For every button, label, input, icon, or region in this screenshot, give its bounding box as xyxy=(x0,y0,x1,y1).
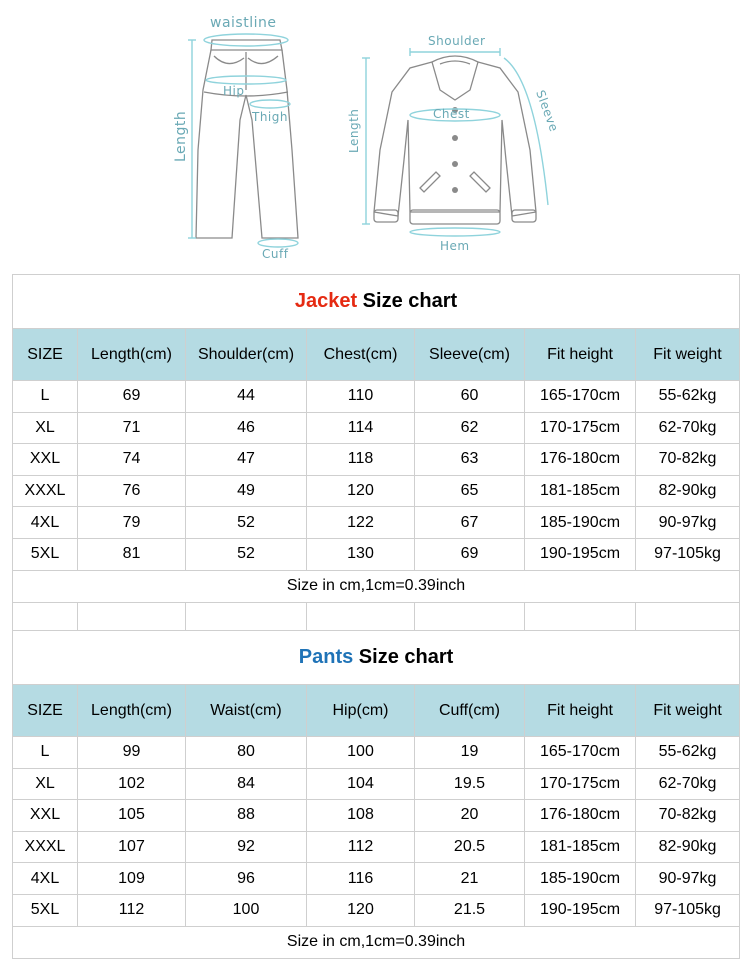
jacket-table-cell: 49 xyxy=(186,475,307,507)
pants-table-cell: 170-175cm xyxy=(525,768,636,800)
jacket-table-row xyxy=(13,507,740,539)
pants-header-cell: Waist(cm) xyxy=(186,685,307,737)
jacket-header-cell: SIZE xyxy=(13,329,78,381)
jacket-table-cell: XXL xyxy=(13,444,78,476)
pants-table-cell: 100 xyxy=(307,737,415,769)
pants-size-table xyxy=(12,630,740,959)
pants-table-cell: 19 xyxy=(415,737,525,769)
pants-length-label: Length xyxy=(173,110,189,162)
jacket-table-cell: 62 xyxy=(415,412,525,444)
jacket-table-cell: 170-175cm xyxy=(525,412,636,444)
pants-table-cell: 104 xyxy=(307,768,415,800)
spacer-row xyxy=(13,602,740,633)
pants-table-cell: 107 xyxy=(78,831,186,863)
jacket-table-cell: 71 xyxy=(78,412,186,444)
pants-table-cell: 165-170cm xyxy=(525,737,636,769)
jacket-length-label: Length xyxy=(347,108,361,153)
pants-hip-label: Hip xyxy=(223,84,245,98)
pants-table-cell: 80 xyxy=(186,737,307,769)
jacket-table-cell: 114 xyxy=(307,412,415,444)
jacket-table-cell: 52 xyxy=(186,538,307,570)
jacket-table-cell: 60 xyxy=(415,381,525,413)
jacket-title-word: Jacket xyxy=(294,290,358,312)
jacket-table-cell: 185-190cm xyxy=(525,507,636,539)
pants-table-cell: XL xyxy=(13,768,78,800)
pants-table-cell: 62-70kg xyxy=(636,768,740,800)
pants-table-cell: 176-180cm xyxy=(525,800,636,832)
jacket-shoulder-label: Shoulder xyxy=(428,34,486,48)
pants-table-row xyxy=(13,894,740,926)
pants-table-cell: XXXL xyxy=(13,831,78,863)
pants-table-cell: 100 xyxy=(186,894,307,926)
pants-header-row xyxy=(13,685,740,737)
pants-waistline-label: waistline xyxy=(210,15,277,31)
jacket-table-cell: 4XL xyxy=(13,507,78,539)
jacket-diagram xyxy=(347,34,561,253)
jacket-table-cell: 52 xyxy=(186,507,307,539)
jacket-table-cell: 122 xyxy=(307,507,415,539)
jacket-rows xyxy=(13,381,740,571)
jacket-header-cell: Fit weight xyxy=(636,329,740,381)
jacket-hem-label: Hem xyxy=(440,239,470,253)
pants-table-cell: XXL xyxy=(13,800,78,832)
pants-table-cell: 70-82kg xyxy=(636,800,740,832)
jacket-chest-label: Chest xyxy=(433,107,470,121)
pants-thigh-label: Thigh xyxy=(252,110,288,124)
jacket-table-cell: 65 xyxy=(415,475,525,507)
jacket-table-cell: 79 xyxy=(78,507,186,539)
pants-table-cell: 55-62kg xyxy=(636,737,740,769)
diagram-svg xyxy=(0,0,750,272)
jacket-table-row xyxy=(13,444,740,476)
pants-table-cell: 5XL xyxy=(13,894,78,926)
pants-header-cell: Fit height xyxy=(525,685,636,737)
jacket-table-cell: 70-82kg xyxy=(636,444,740,476)
pants-table-cell: 84 xyxy=(186,768,307,800)
pants-table-cell: 99 xyxy=(78,737,186,769)
pants-table-cell: 116 xyxy=(307,863,415,895)
jacket-header-cell: Shoulder(cm) xyxy=(186,329,307,381)
jacket-table-cell: 81 xyxy=(78,538,186,570)
jacket-table-cell: 110 xyxy=(307,381,415,413)
pants-table-cell: 105 xyxy=(78,800,186,832)
jacket-table-row xyxy=(13,381,740,413)
pants-table-row xyxy=(13,863,740,895)
jacket-table-row xyxy=(13,475,740,507)
pants-table-row xyxy=(13,768,740,800)
jacket-table-cell: 118 xyxy=(307,444,415,476)
pants-table-cell: 102 xyxy=(78,768,186,800)
jacket-table-cell: L xyxy=(13,381,78,413)
jacket-table-cell: 63 xyxy=(415,444,525,476)
jacket-table-cell: 69 xyxy=(415,538,525,570)
pants-diagram xyxy=(173,15,298,261)
jacket-table-cell: 130 xyxy=(307,538,415,570)
pants-rows xyxy=(13,737,740,927)
pants-table-cell: 82-90kg xyxy=(636,831,740,863)
jacket-table-cell: 76 xyxy=(78,475,186,507)
jacket-title-rest: Size chart xyxy=(357,290,458,312)
pants-header-cell: Cuff(cm) xyxy=(415,685,525,737)
pants-table-cell: 112 xyxy=(78,894,186,926)
pants-table-cell: 20.5 xyxy=(415,831,525,863)
pants-cuff-label: Cuff xyxy=(262,247,289,261)
pants-table-cell: 181-185cm xyxy=(525,831,636,863)
jacket-header-cell: Length(cm) xyxy=(78,329,186,381)
jacket-table-cell: 47 xyxy=(186,444,307,476)
jacket-table-cell: 5XL xyxy=(13,538,78,570)
pants-table-cell: 19.5 xyxy=(415,768,525,800)
jacket-table-cell: 74 xyxy=(78,444,186,476)
jacket-table-cell: 90-97kg xyxy=(636,507,740,539)
pants-table-cell: 88 xyxy=(186,800,307,832)
pants-title-rest: Size chart xyxy=(353,646,454,668)
pants-table-cell: 109 xyxy=(78,863,186,895)
jacket-table-cell: 97-105kg xyxy=(636,538,740,570)
pants-table-row xyxy=(13,831,740,863)
jacket-table-cell: XXXL xyxy=(13,475,78,507)
pants-table-cell: 4XL xyxy=(13,863,78,895)
pants-header-cell: SIZE xyxy=(13,685,78,737)
pants-table-cell: L xyxy=(13,737,78,769)
jacket-table-cell: 44 xyxy=(186,381,307,413)
pants-header-cell: Fit weight xyxy=(636,685,740,737)
jacket-table-cell: 67 xyxy=(415,507,525,539)
pants-table-cell: 96 xyxy=(186,863,307,895)
jacket-table-cell: XL xyxy=(13,412,78,444)
pants-table-cell: 120 xyxy=(307,894,415,926)
jacket-table-cell: 190-195cm xyxy=(525,538,636,570)
pants-table-cell: 21 xyxy=(415,863,525,895)
jacket-table-cell: 82-90kg xyxy=(636,475,740,507)
pants-header-cell: Length(cm) xyxy=(78,685,186,737)
pants-table-cell: 20 xyxy=(415,800,525,832)
jacket-header-cell: Sleeve(cm) xyxy=(415,329,525,381)
pants-table-cell: 185-190cm xyxy=(525,863,636,895)
jacket-sleeve-label: Sleeve xyxy=(533,88,562,134)
pants-title-word: Pants xyxy=(298,646,354,668)
pants-table-row xyxy=(13,800,740,832)
pants-table-row xyxy=(13,737,740,769)
jacket-table-row xyxy=(13,538,740,570)
jacket-table-cell: 176-180cm xyxy=(525,444,636,476)
jacket-size-table xyxy=(12,274,740,634)
jacket-table-cell: 46 xyxy=(186,412,307,444)
pants-table-cell: 112 xyxy=(307,831,415,863)
pants-table-cell: 90-97kg xyxy=(636,863,740,895)
jacket-header-cell: Fit height xyxy=(525,329,636,381)
pants-table-cell: 21.5 xyxy=(415,894,525,926)
pants-table-cell: 108 xyxy=(307,800,415,832)
pants-size-note: Size in cm,1cm=0.39inch xyxy=(13,926,740,958)
jacket-table-cell: 165-170cm xyxy=(525,381,636,413)
jacket-table-cell: 62-70kg xyxy=(636,412,740,444)
pants-header-cell: Hip(cm) xyxy=(307,685,415,737)
jacket-size-note: Size in cm,1cm=0.39inch xyxy=(13,570,740,602)
jacket-chart-title xyxy=(13,275,740,329)
jacket-table-cell: 181-185cm xyxy=(525,475,636,507)
pants-table-cell: 97-105kg xyxy=(636,894,740,926)
pants-table-cell: 92 xyxy=(186,831,307,863)
jacket-table-cell: 120 xyxy=(307,475,415,507)
jacket-header-row xyxy=(13,329,740,381)
jacket-table-cell: 55-62kg xyxy=(636,381,740,413)
measurement-diagrams xyxy=(0,0,750,272)
pants-table-cell: 190-195cm xyxy=(525,894,636,926)
jacket-table-row xyxy=(13,412,740,444)
pants-chart-title xyxy=(13,631,740,685)
jacket-table-cell: 69 xyxy=(78,381,186,413)
jacket-header-cell: Chest(cm) xyxy=(307,329,415,381)
